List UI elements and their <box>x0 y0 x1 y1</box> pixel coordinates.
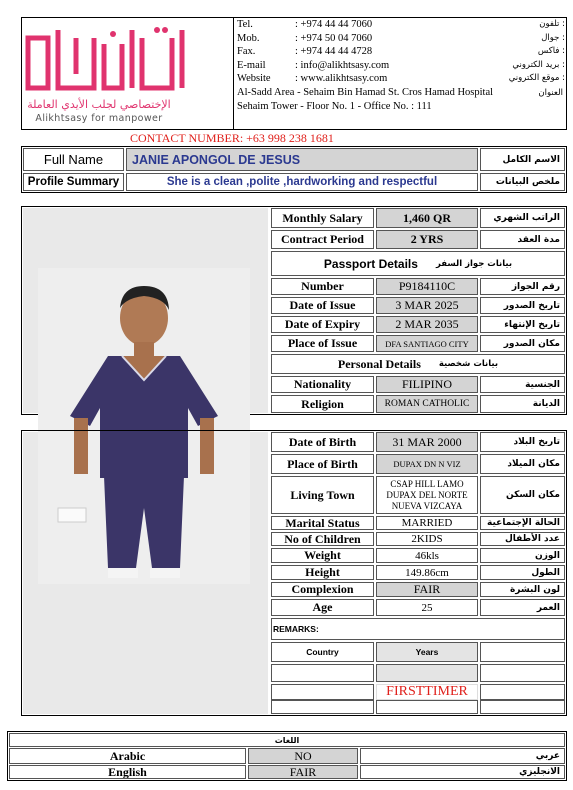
nationality-label: Nationality <box>271 376 374 393</box>
contact-value[interactable]: : info@alikhtsasy.com <box>295 60 390 71</box>
contact-row-tel <box>237 19 565 32</box>
contact-arabic: تلفون : <box>539 19 565 29</box>
logo-arabic-text: الإختصاصي لجلب الأيدي العاملة <box>27 98 171 111</box>
experience-country-cell <box>271 684 374 700</box>
living-town-arabic: مكان السكن <box>480 476 565 514</box>
passport-details-header <box>271 251 565 276</box>
languages-title: اللغات <box>9 733 565 747</box>
passport-number-label: Number <box>271 278 374 295</box>
date-of-birth-label: Date of Birth <box>271 432 374 452</box>
contact-value: : +974 44 44 4728 <box>295 46 373 57</box>
marital-status-label: Marital Status <box>271 516 374 530</box>
weight-label: Weight <box>271 548 374 563</box>
contract-period-value: 2 YRS <box>376 230 478 249</box>
date-of-expiry-arabic: تاريخ الإنتهاء <box>480 316 565 333</box>
place-of-birth-arabic: مكان الميلاد <box>480 454 565 474</box>
company-logo <box>24 24 230 128</box>
full-name-label: Full Name <box>23 148 124 171</box>
height-value: 149.86cm <box>376 565 478 580</box>
profile-summary-value: She is a clean ,polite ,hardworking and respectful <box>126 173 478 191</box>
children-arabic: عدد الأطفال <box>480 532 565 546</box>
experience-country-cell <box>271 664 374 682</box>
address-line-1: Al-Sadd Area - Sehaim Bin Hamad St. Cros Hamad Hospital <box>237 87 494 98</box>
date-of-issue-value: 3 MAR 2025 <box>376 297 478 314</box>
contact-label: Website <box>237 73 271 84</box>
contract-period-label: Contract Period <box>271 230 374 249</box>
profile-summary-label: Profile Summary <box>23 173 124 191</box>
contact-label: E-mail <box>237 60 266 71</box>
date-of-expiry-value: 2 MAR 2035 <box>376 316 478 333</box>
experience-years-cell <box>376 664 478 682</box>
candidate-figure-lower-icon <box>38 432 250 584</box>
contact-value: : +974 50 04 7060 <box>295 33 373 44</box>
contact-value: : +974 44 44 7060 <box>295 19 373 30</box>
living-town-line: NUEVA VIZCAYA <box>391 500 463 511</box>
country-header: Country <box>271 642 374 662</box>
religion-value: ROMAN CATHOLIC <box>376 395 478 413</box>
candidate-photo-lower <box>38 432 250 584</box>
full-name-value: JANIE APONGOL DE JESUS <box>126 148 478 171</box>
experience-blank-cell <box>480 642 565 662</box>
date-of-birth-arabic: تاريخ البلاد <box>480 432 565 452</box>
living-town-label: Living Town <box>271 476 374 514</box>
contract-period-arabic: مدة العقد <box>480 230 565 249</box>
contact-label: Tel. <box>237 19 253 30</box>
date-of-issue-arabic: تاريخ الصدور <box>480 297 565 314</box>
remarks-label: REMARKS: <box>271 618 565 640</box>
monthly-salary-value: 1,460 QR <box>376 208 478 228</box>
religion-label: Religion <box>271 395 374 413</box>
passport-number-arabic: رقم الجواز <box>480 278 565 295</box>
language-level-arabic: NO <box>248 748 358 764</box>
place-of-birth-value: DUPAX DN N VIZ <box>376 454 478 474</box>
living-town-value <box>376 476 478 514</box>
address-arabic: العنوان <box>538 88 563 98</box>
language-name-english: English <box>9 765 246 779</box>
experience-extra-cell <box>480 700 565 714</box>
experience-country-cell <box>271 700 374 714</box>
contact-value[interactable]: : www.alikhtsasy.com <box>295 73 388 84</box>
passport-number-value: P9184110C <box>376 278 478 295</box>
marital-status-arabic: الحالة الإجتماعية <box>480 516 565 530</box>
living-town-line: DUPAX DEL NORTE <box>386 489 468 500</box>
language-name-arabic: Arabic <box>9 748 246 764</box>
personal-details-header <box>271 354 565 374</box>
date-of-issue-label: Date of Issue <box>271 297 374 314</box>
experience-extra-cell <box>480 684 565 700</box>
language-name-ar-english: الانجليزي <box>360 765 565 779</box>
contact-number: CONTACT NUMBER: +63 998 238 1681 <box>130 131 334 145</box>
height-label: Height <box>271 565 374 580</box>
profile-summary-arabic: ملخص البيانات <box>480 173 565 191</box>
height-arabic: الطول <box>480 565 565 580</box>
place-of-issue-value: DFA SANTIAGO CITY <box>376 335 478 352</box>
contact-row-mob <box>237 33 565 46</box>
place-of-birth-label: Place of Birth <box>271 454 374 474</box>
nationality-value: FILIPINO <box>376 376 478 393</box>
language-name-ar-arabic: عربي <box>360 748 565 764</box>
contact-arabic: موقع الكتروني : <box>508 73 565 83</box>
marital-status-value: MARRIED <box>376 516 478 530</box>
age-arabic: العمر <box>480 599 565 616</box>
experience-extra-cell <box>480 664 565 682</box>
weight-value: 46kls <box>376 548 478 563</box>
experience-years-cell <box>376 700 478 714</box>
contact-arabic: جوال : <box>541 33 565 43</box>
date-of-birth-value: 31 MAR 2000 <box>376 432 478 452</box>
header-divider <box>233 17 234 130</box>
complexion-label: Complexion <box>271 582 374 597</box>
passport-details-title: Passport Details <box>323 256 418 271</box>
contact-row-email <box>237 60 565 73</box>
personal-details-title: Personal Details <box>337 356 421 371</box>
monthly-salary-label: Monthly Salary <box>271 208 374 228</box>
contact-label: Mob. <box>237 33 260 44</box>
address-line-2: Sehaim Tower - Floor No. 1 - Office No. : 111 <box>237 101 432 112</box>
nationality-arabic: الجنسية <box>480 376 565 393</box>
age-label: Age <box>271 599 374 616</box>
full-name-arabic: الاسم الكامل <box>480 148 565 171</box>
personal-details-title-arabic: بيانات شخصية <box>438 359 499 369</box>
passport-details-title-arabic: بيانات جواز السفر <box>435 258 513 269</box>
first-timer-note: FIRSTTIMER <box>376 684 478 700</box>
contact-arabic: بريد الكتروني : <box>512 60 565 70</box>
children-value: 2KIDS <box>376 532 478 546</box>
children-label: No of Children <box>271 532 374 546</box>
logo-mark-icon <box>24 24 230 99</box>
language-level-english: FAIR <box>248 765 358 779</box>
contact-arabic: فاكس : <box>537 46 565 56</box>
place-of-issue-arabic: مكان الصدور <box>480 335 565 352</box>
contact-row-website <box>237 73 565 86</box>
weight-arabic: الوزن <box>480 548 565 563</box>
years-header: Years <box>376 642 478 662</box>
place-of-issue-label: Place of Issue <box>271 335 374 352</box>
monthly-salary-arabic: الراتب الشهري <box>480 208 565 228</box>
living-town-line: CSAP HILL LAMO <box>390 478 464 489</box>
religion-arabic: الديانة <box>480 395 565 413</box>
contact-row-fax <box>237 46 565 59</box>
date-of-expiry-label: Date of Expiry <box>271 316 374 333</box>
logo-english-text: Alikhtsasy for manpower <box>35 113 163 124</box>
age-value: 25 <box>376 599 478 616</box>
contact-label: Fax. <box>237 46 256 57</box>
complexion-arabic: لون البشرة <box>480 582 565 597</box>
complexion-value: FAIR <box>376 582 478 597</box>
